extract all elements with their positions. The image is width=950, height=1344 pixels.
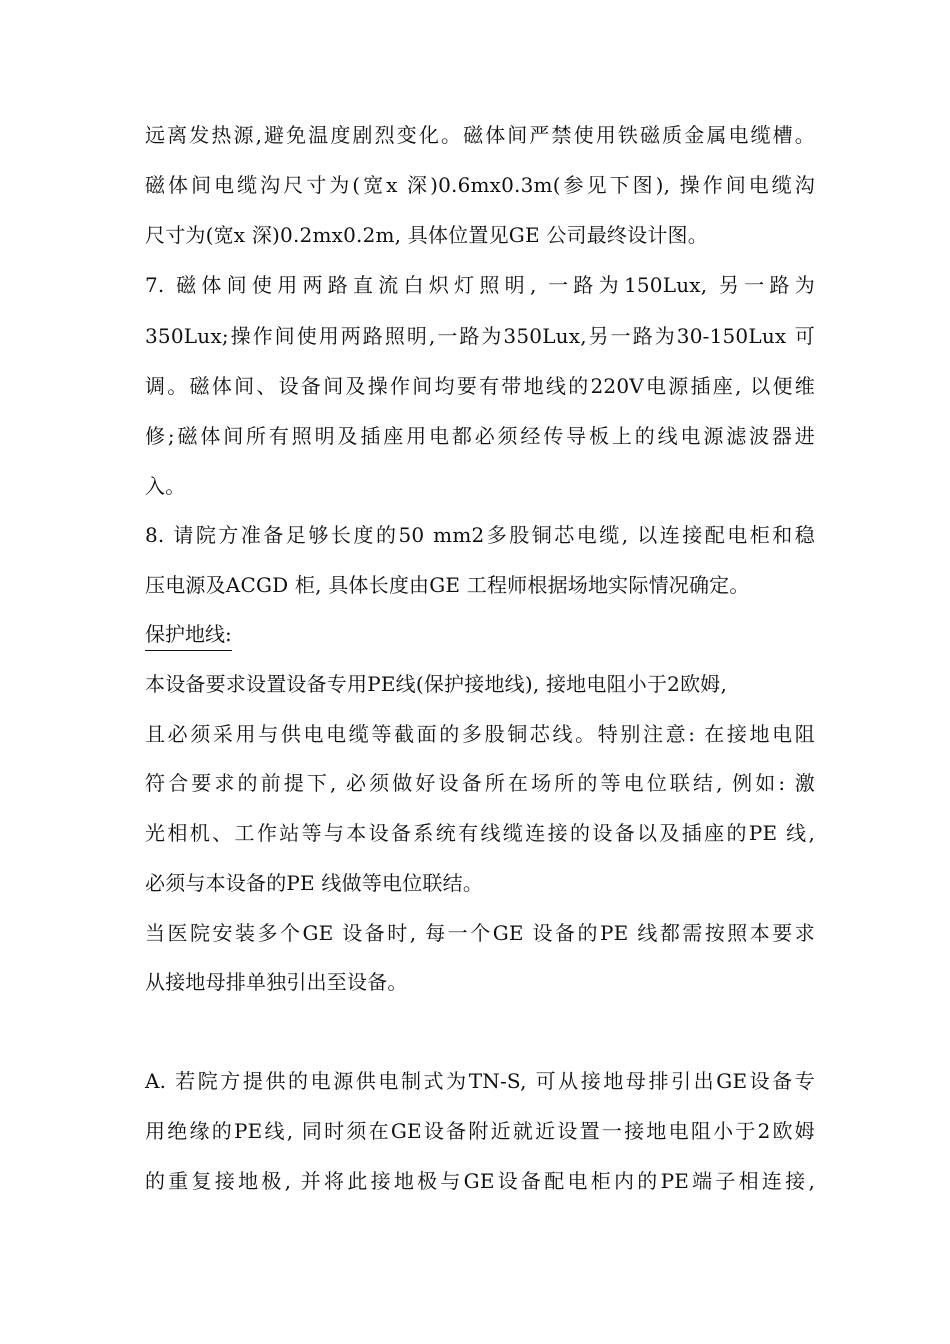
paragraph-line: 必须与本设备的PE 线做等电位联结。 [145,871,484,895]
paragraph-line: 从接地母排单独引出至设备。 [145,970,408,994]
paragraph-line: 入。 [145,474,186,498]
paragraph-line: 符合要求的前提下, 必须做好设备所在场所的等电位联结, 例如: 激 [145,771,815,795]
paragraph-line: 7. 磁体间使用两路直流白炽灯照明, 一路为150Lux, 另一路为 [145,273,815,297]
paragraph-line: 的重复接地极, 并将此接地极与GE设备配电柜内的PE端子相连接, [145,1169,815,1193]
paragraph-line: 8. 请院方准备足够长度的50 mm2多股铜芯电缆, 以连接配电柜和稳 [145,523,815,547]
paragraph-line: 350Lux;操作间使用两路照明,一路为350Lux,另一路为30-150Lux 可 [145,324,815,348]
paragraph-line: 当医院安装多个GE 设备时, 每一个GE 设备的PE 线都需按照本要求 [145,921,815,945]
paragraph-line: A. 若院方提供的电源供电制式为TN-S, 可从接地母排引出GE设备专 [145,1069,815,1093]
paragraph-line: 磁体间电缆沟尺寸为(宽x 深)0.6mx0.3m(参见下图), 操作间电缆沟 [145,173,815,197]
paragraph-line: 远离发热源,避免温度剧烈变化。磁体间严禁使用铁磁质金属电缆槽。 [145,123,815,147]
paragraph-line: 调。磁体间、设备间及操作间均要有带地线的220V电源插座, 以便维 [145,374,815,398]
paragraph-line: 光相机、工作站等与本设备系统有线缆连接的设备以及插座的PE 线, [145,821,815,845]
section-heading: 保护地线: [145,620,232,651]
paragraph-line: 压电源及ACGD 柜, 具体长度由GE 工程师根据场地实际情况确定。 [145,573,750,597]
paragraph-line: 用绝缘的PE线, 同时须在GE设备附近就近设置一接地电阻小于2欧姆 [145,1119,815,1143]
paragraph-line: 尺寸为(宽x 深)0.2mx0.2m, 具体位置见GE 公司最终设计图。 [145,223,708,247]
paragraph-line: 且必须采用与供电电缆等截面的多股铜芯线。特别注意: 在接地电阻 [145,722,815,746]
paragraph-line: 本设备要求设置设备专用PE线(保护接地线), 接地电阻小于2欧姆, [145,672,728,696]
paragraph-line: 修;磁体间所有照明及插座用电都必须经传导板上的线电源滤波器进 [145,424,815,448]
